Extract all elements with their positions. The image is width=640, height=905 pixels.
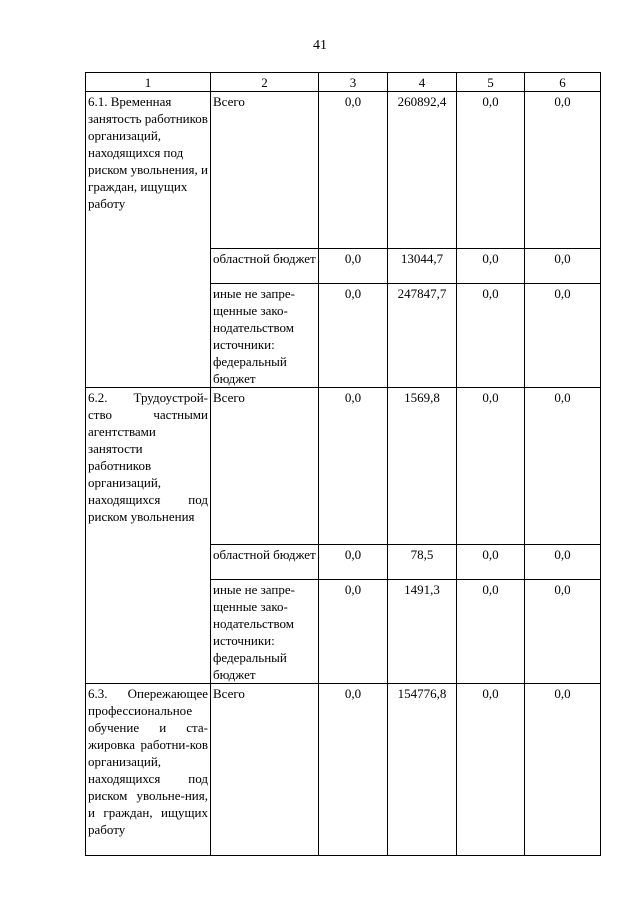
header-cell-3: 3	[319, 73, 388, 92]
value-cell: 0,0	[457, 284, 525, 388]
section-title-6-2: 6.2. Трудоустрой-ство частными агентствами занятости работников организаций, находящихся под риском увольнения	[86, 388, 211, 684]
source-cell: областной бюджет	[211, 545, 319, 580]
value-cell: 0,0	[457, 684, 525, 856]
value-cell: 247847,7	[388, 284, 457, 388]
section-title-6-3: 6.3. Опережающее профессиональное обучение и ста-жировка работни-ков организаций, находящихся под риском увольне-ния, и граждан, ищущих работу	[86, 684, 211, 856]
header-cell-1: 1	[86, 73, 211, 92]
value-cell: 0,0	[319, 249, 388, 284]
source-cell: иные не запре-щенные зако-нодательством источники: федеральный бюджет	[211, 284, 319, 388]
section-title-6-1: 6.1. Временная занятость работников организаций, находящихся под риском увольнения, и граждан, ищущих работу	[86, 92, 211, 388]
source-cell: иные не запре-щенные зако-нодательством источники: федеральный бюджет	[211, 580, 319, 684]
value-cell: 0,0	[319, 580, 388, 684]
table-row	[86, 388, 601, 545]
table-row	[86, 684, 601, 856]
budget-table	[85, 72, 601, 856]
value-cell: 0,0	[525, 284, 601, 388]
value-cell: 1491,3	[388, 580, 457, 684]
value-cell: 260892,4	[388, 92, 457, 249]
value-cell: 0,0	[457, 92, 525, 249]
header-cell-2: 2	[211, 73, 319, 92]
source-cell: областной бюджет	[211, 249, 319, 284]
value-cell: 0,0	[525, 388, 601, 545]
header-cell-5: 5	[457, 73, 525, 92]
header-cell-4: 4	[388, 73, 457, 92]
value-cell: 0,0	[319, 545, 388, 580]
source-cell: Всего	[211, 684, 319, 856]
value-cell: 0,0	[319, 388, 388, 545]
value-cell: 1569,8	[388, 388, 457, 545]
value-cell: 0,0	[525, 580, 601, 684]
value-cell: 0,0	[525, 92, 601, 249]
value-cell: 0,0	[525, 545, 601, 580]
value-cell: 0,0	[457, 388, 525, 545]
value-cell: 0,0	[525, 249, 601, 284]
value-cell: 0,0	[319, 684, 388, 856]
value-cell: 0,0	[457, 545, 525, 580]
source-cell: Всего	[211, 92, 319, 249]
value-cell: 154776,8	[388, 684, 457, 856]
value-cell: 0,0	[457, 580, 525, 684]
source-cell: Всего	[211, 388, 319, 545]
value-cell: 13044,7	[388, 249, 457, 284]
value-cell: 0,0	[319, 92, 388, 249]
value-cell: 0,0	[319, 284, 388, 388]
value-cell: 78,5	[388, 545, 457, 580]
header-cell-6: 6	[525, 73, 601, 92]
value-cell: 0,0	[525, 684, 601, 856]
table-row	[86, 92, 601, 249]
header-row	[86, 73, 601, 92]
page-number: 41	[313, 38, 327, 53]
value-cell: 0,0	[457, 249, 525, 284]
